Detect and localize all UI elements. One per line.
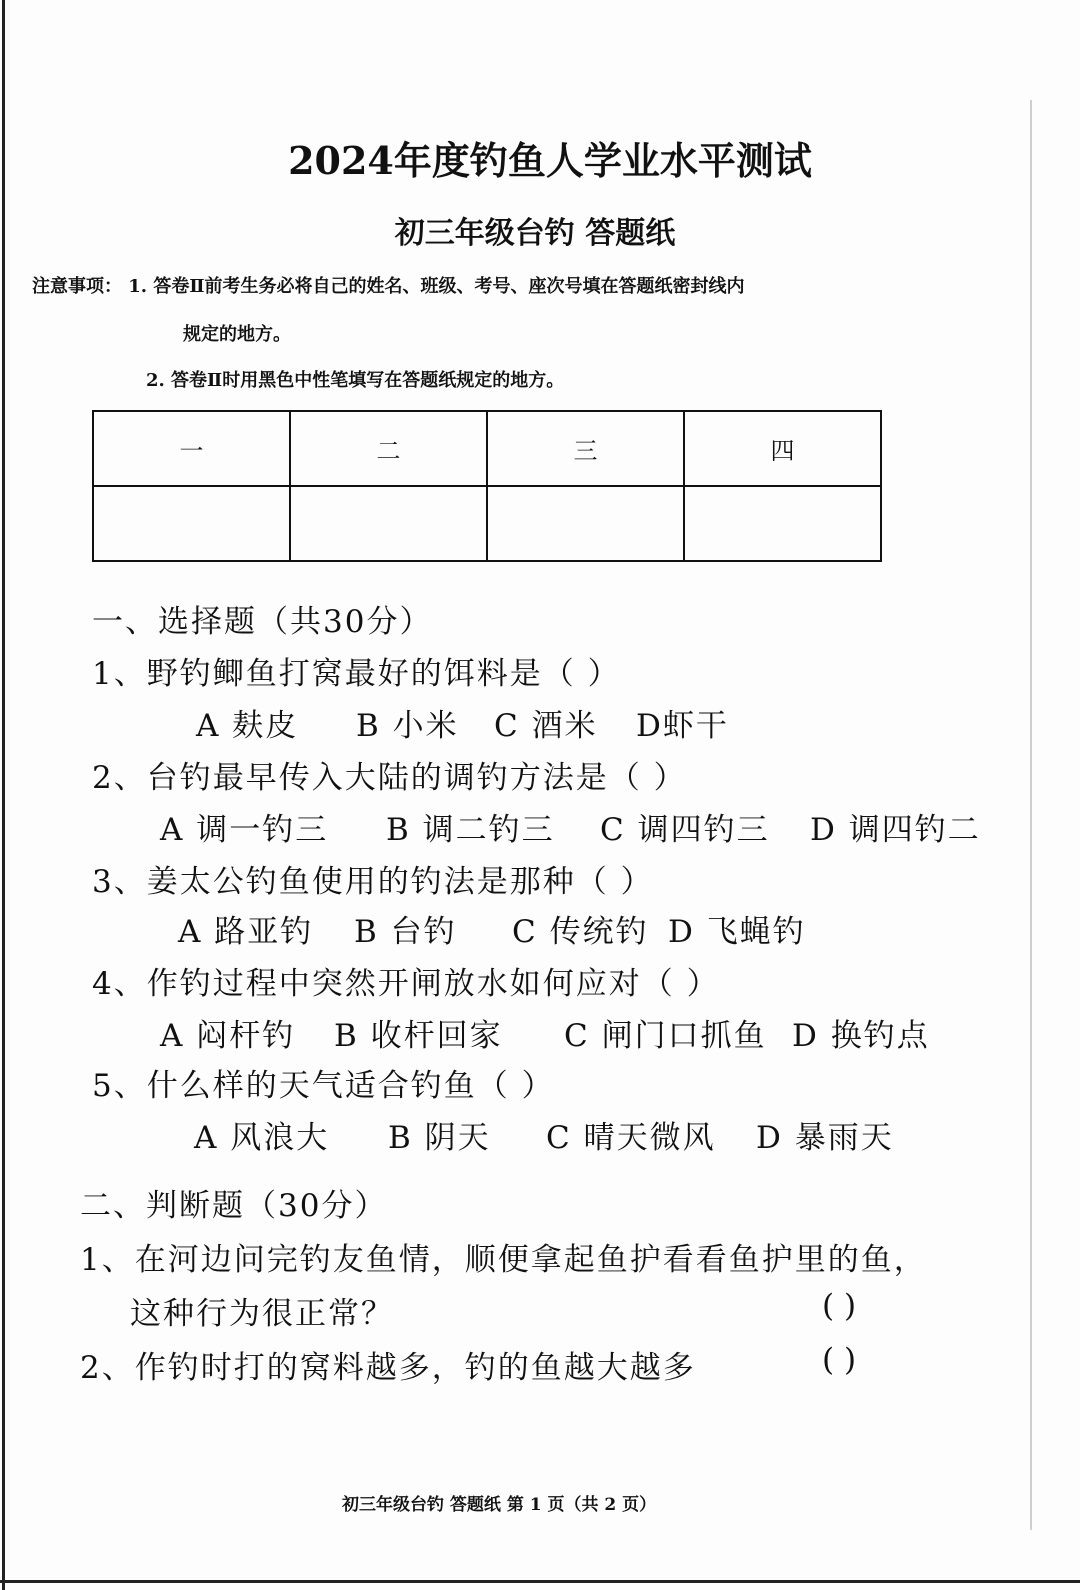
q1-option-b[interactable]: B 小米 [356, 708, 459, 744]
q2-option-b[interactable]: B 调二钓三 [386, 812, 555, 848]
judge-answer-blank-2[interactable]: ( ) [822, 1342, 857, 1378]
judge-question-1: 1、在河边问完钓友鱼情，顺便拿起鱼护看看鱼护里的鱼， [80, 1242, 927, 1278]
q3-option-c[interactable]: C 传统钓 [512, 914, 649, 950]
score-cell-1[interactable] [93, 486, 290, 561]
q1-option-d[interactable]: D虾干 [636, 708, 729, 744]
notice-line-2: 2. 答卷Ⅱ时用黑色中性笔填写在答题纸规定的地方。 [146, 370, 565, 391]
score-header-1: 一 [93, 411, 290, 486]
notice-line-1-continued: 规定的地方。 [183, 324, 291, 345]
score-table-score-row [93, 486, 881, 561]
section2-heading: 二、判断题（30分） [80, 1188, 388, 1224]
judge-question-2: 2、作钓时打的窝料越多，钓的鱼越大越多 [80, 1350, 696, 1386]
question-1: 1、野钓鲫鱼打窝最好的饵料是（ ） [92, 656, 621, 692]
page-edge-right [1030, 100, 1032, 1530]
q3-option-d[interactable]: D 飞蝇钓 [668, 914, 806, 950]
notice-line-1: 注意事项： 1. 答卷Ⅱ前考生务必将自己的姓名、班级、考号、座次号填在答题纸密封线内 [32, 276, 745, 297]
score-cell-3[interactable] [487, 486, 684, 561]
question-5: 5、什么样的天气适合钓鱼（ ） [92, 1068, 555, 1104]
judge-answer-blank-1[interactable]: ( ) [822, 1288, 857, 1324]
q3-option-a[interactable]: A 路亚钓 [178, 914, 314, 950]
q4-option-a[interactable]: A 闷杆钓 [160, 1018, 296, 1054]
q4-option-d[interactable]: D 换钓点 [792, 1018, 930, 1054]
score-table-header-row [93, 411, 881, 486]
q1-option-a[interactable]: A 麸皮 [196, 708, 299, 744]
q2-option-c[interactable]: C 调四钓三 [600, 812, 770, 848]
question-3: 3、姜太公钓鱼使用的钓法是那种（ ） [92, 864, 654, 900]
section1-heading: 一、选择题（共30分） [92, 604, 433, 640]
q2-option-d[interactable]: D 调四钓二 [810, 812, 981, 848]
exam-title: 2024年度钓鱼人学业水平测试 [288, 138, 812, 183]
score-cell-4[interactable] [684, 486, 881, 561]
score-header-2: 二 [290, 411, 487, 486]
q1-option-c[interactable]: C 酒米 [494, 708, 598, 744]
q4-option-c[interactable]: C 闸门口抓鱼 [564, 1018, 767, 1054]
q3-option-b[interactable]: B 台钓 [354, 914, 457, 950]
exam-subtitle: 初三年级台钓 答题纸 [394, 216, 676, 251]
q4-option-b[interactable]: B 收杆回家 [334, 1018, 503, 1054]
q2-option-a[interactable]: A 调一钓三 [160, 812, 329, 848]
score-header-3: 三 [487, 411, 684, 486]
page-edge-bottom [0, 1580, 1080, 1583]
q5-option-a[interactable]: A 风浪大 [194, 1120, 330, 1156]
q5-option-c[interactable]: C 晴天微风 [546, 1120, 716, 1156]
score-header-4: 四 [684, 411, 881, 486]
score-table [92, 410, 882, 562]
q5-option-d[interactable]: D 暴雨天 [756, 1120, 894, 1156]
score-cell-2[interactable] [290, 486, 487, 561]
question-2: 2、台钓最早传入大陆的调钓方法是（ ） [92, 760, 687, 796]
judge-question-1-continued: 这种行为很正常？ [130, 1296, 394, 1332]
question-4: 4、作钓过程中突然开闸放水如何应对（ ） [92, 966, 720, 1002]
page-footer: 初三年级台钓 答题纸 第 1 页（共 2 页） [342, 1495, 657, 1515]
q5-option-b[interactable]: B 阴天 [388, 1120, 491, 1156]
